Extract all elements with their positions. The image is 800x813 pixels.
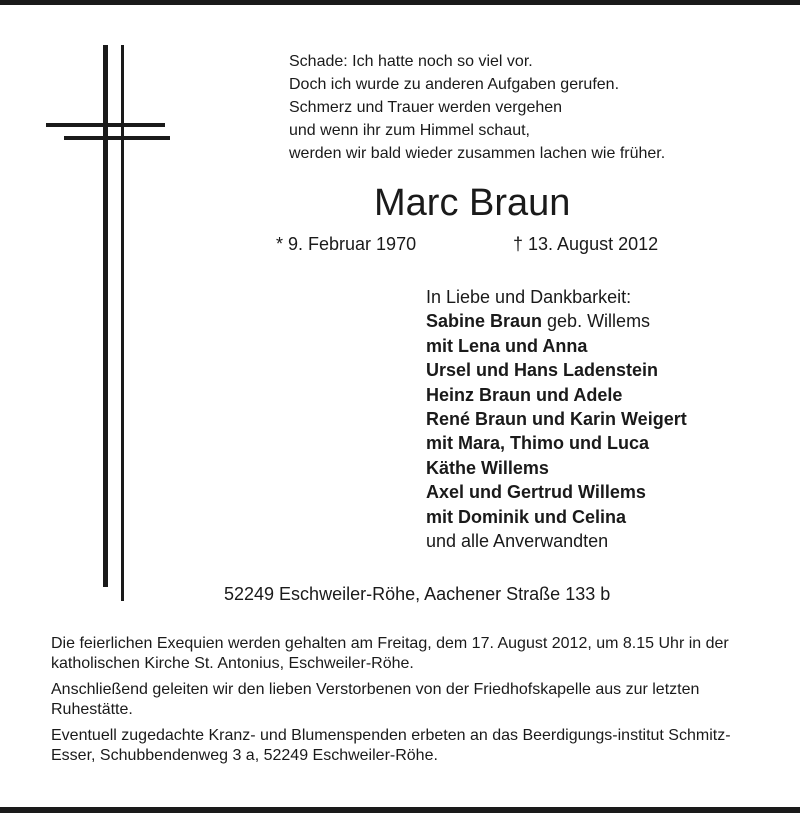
mourner-line: Käthe Willems [426,457,549,478]
notice-paragraph: Eventuell zugedachte Kranz- und Blumenspenden erbeten an das Beerdigungs-institut Schmitz-Esser, Schubbendenweg 3 a, 52249 Eschweiler-Röhe. [51,727,731,764]
mourner-name: Sabine Braun [426,311,543,332]
poem-line: werden wir bald wieder zusammen lachen wie früher. [289,145,666,162]
notice-paragraph: Die feierlichen Exequien werden gehalten am Freitag, dem 17. August 2012, um 8.15 Uhr in der katholischen Kirche St. Antonius, Eschweiler-Röhe. [51,635,729,672]
poem-line: und wenn ihr zum Himmel schaut, [289,122,530,139]
poem-line: Schmerz und Trauer werden vergehen [289,99,563,116]
funeral-notice [51,634,756,772]
mourner-line: René Braun und Karin Weigert [426,409,687,430]
mourner-line [426,309,687,333]
mourner-line: mit Dominik und Celina [426,506,627,527]
poem-line: Doch ich wurde zu anderen Aufgaben gerufen. [289,76,620,93]
mourners-list [426,285,687,553]
mourners-intro: In Liebe und Dankbarkeit: [426,287,632,307]
poem [289,50,665,165]
mourner-line: Heinz Braun und Adele [426,384,623,405]
deceased-name: Marc Braun [374,182,571,224]
notice-paragraph: Anschließend geleiten wir den lieben Verstorbenen von der Friedhofskapelle aus zur letzten Ruhestätte. [51,681,700,718]
family-address: 52249 Eschweiler-Röhe, Aachener Straße 133 b [224,584,611,604]
mourner-maiden-name: geb. Willems [542,311,651,332]
poem-line: Schade: Ich hatte noch so viel vor. [289,53,533,70]
death-date: † 13. August 2012 [513,234,659,254]
mourner-line: mit Mara, Thimo und Luca [426,433,650,454]
birth-date: * 9. Februar 1970 [276,234,417,254]
mourner-line: Ursel und Hans Ladenstein [426,360,659,381]
mourner-line: mit Lena und Anna [426,335,588,356]
mourner-line: Axel und Gertrud Willems [426,482,646,503]
mourners-closing: und alle Anverwandten [426,531,609,552]
